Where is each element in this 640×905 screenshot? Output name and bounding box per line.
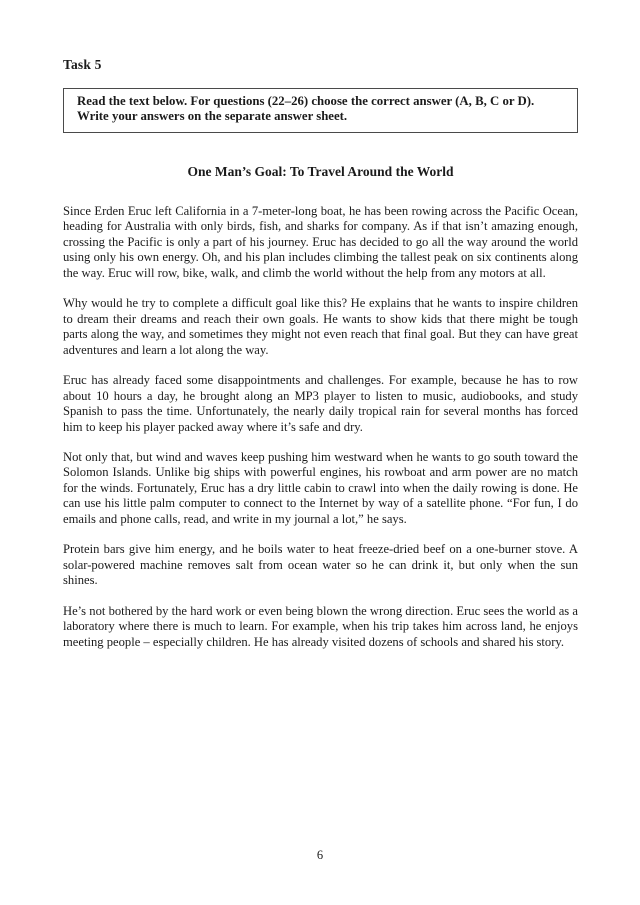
passage-paragraph: Since Erden Eruc left California in a 7-meter-long boat, he has been rowing across the Pacific Ocean, heading for Australia with only birds, fish, and sharks for company. As if that isn’t amazing enough, crossing the Pacific is only a part of his journey. Eruc has decided to go all the way around the world using only his own energy. Oh, and his plan includes climbing the tallest peak on six continents along the way. Eruc will row, bike, walk, and climb the world without the help from any motors at all. xyxy=(63,203,578,280)
task-heading: Task 5 xyxy=(63,57,102,72)
passage-paragraph: Not only that, but wind and waves keep pushing him westward when he wants to go south toward the Solomon Islands. Unlike big ships with powerful engines, his rowboat and arm power are no match for the winds. Fortunately, Eruc has a dry little cabin to crawl into when the daily rowing is done. He can use his little palm computer to connect to the Internet by way of a satellite phone. “For fun, I do emails and phone calls, read, and write in my journal a lot,” he says. xyxy=(63,449,578,526)
passage-paragraph: Protein bars give him energy, and he boils water to heat freeze-dried beef on a one-burner stove. A solar-powered machine removes salt from ocean water so he can drink it, but only when the sun shines. xyxy=(63,542,578,588)
passage-title: One Man’s Goal: To Travel Around the World xyxy=(187,163,454,179)
page-number: 6 xyxy=(316,848,324,862)
page-content xyxy=(63,0,578,665)
instruction-box xyxy=(63,88,578,133)
instruction-text: Read the text below. For questions (22–26) choose the correct answer (A, B, C or D). Write your answers on the separate answer sheet. xyxy=(77,94,535,124)
passage-paragraph: Why would he try to complete a difficult goal like this? He explains that he wants to inspire children to dream their dreams and reach their own goals. He wants to show kids that there might be tough parts along the way, and sometimes they might not even reach that final goal. But they can have great adventures and learn a lot along the way. xyxy=(63,296,578,357)
passage-paragraph: He’s not bothered by the hard work or even being blown the wrong direction. Eruc sees the world as a laboratory where there is much to learn. For example, when his trip takes him across land, he enjoys meeting people – especially children. He has already visited dozens of schools and shared his story. xyxy=(63,603,578,649)
passage-paragraph: Eruc has already faced some disappointments and challenges. For example, because he has to row about 10 hours a day, he brought along an MP3 player to listen to music, audiobooks, and study Spanish to pass the time. Unfortunately, the nearly daily tropical rain for several months has forced him to keep his player packed away where it’s safe and dry. xyxy=(63,373,578,434)
passage-body xyxy=(63,204,578,651)
